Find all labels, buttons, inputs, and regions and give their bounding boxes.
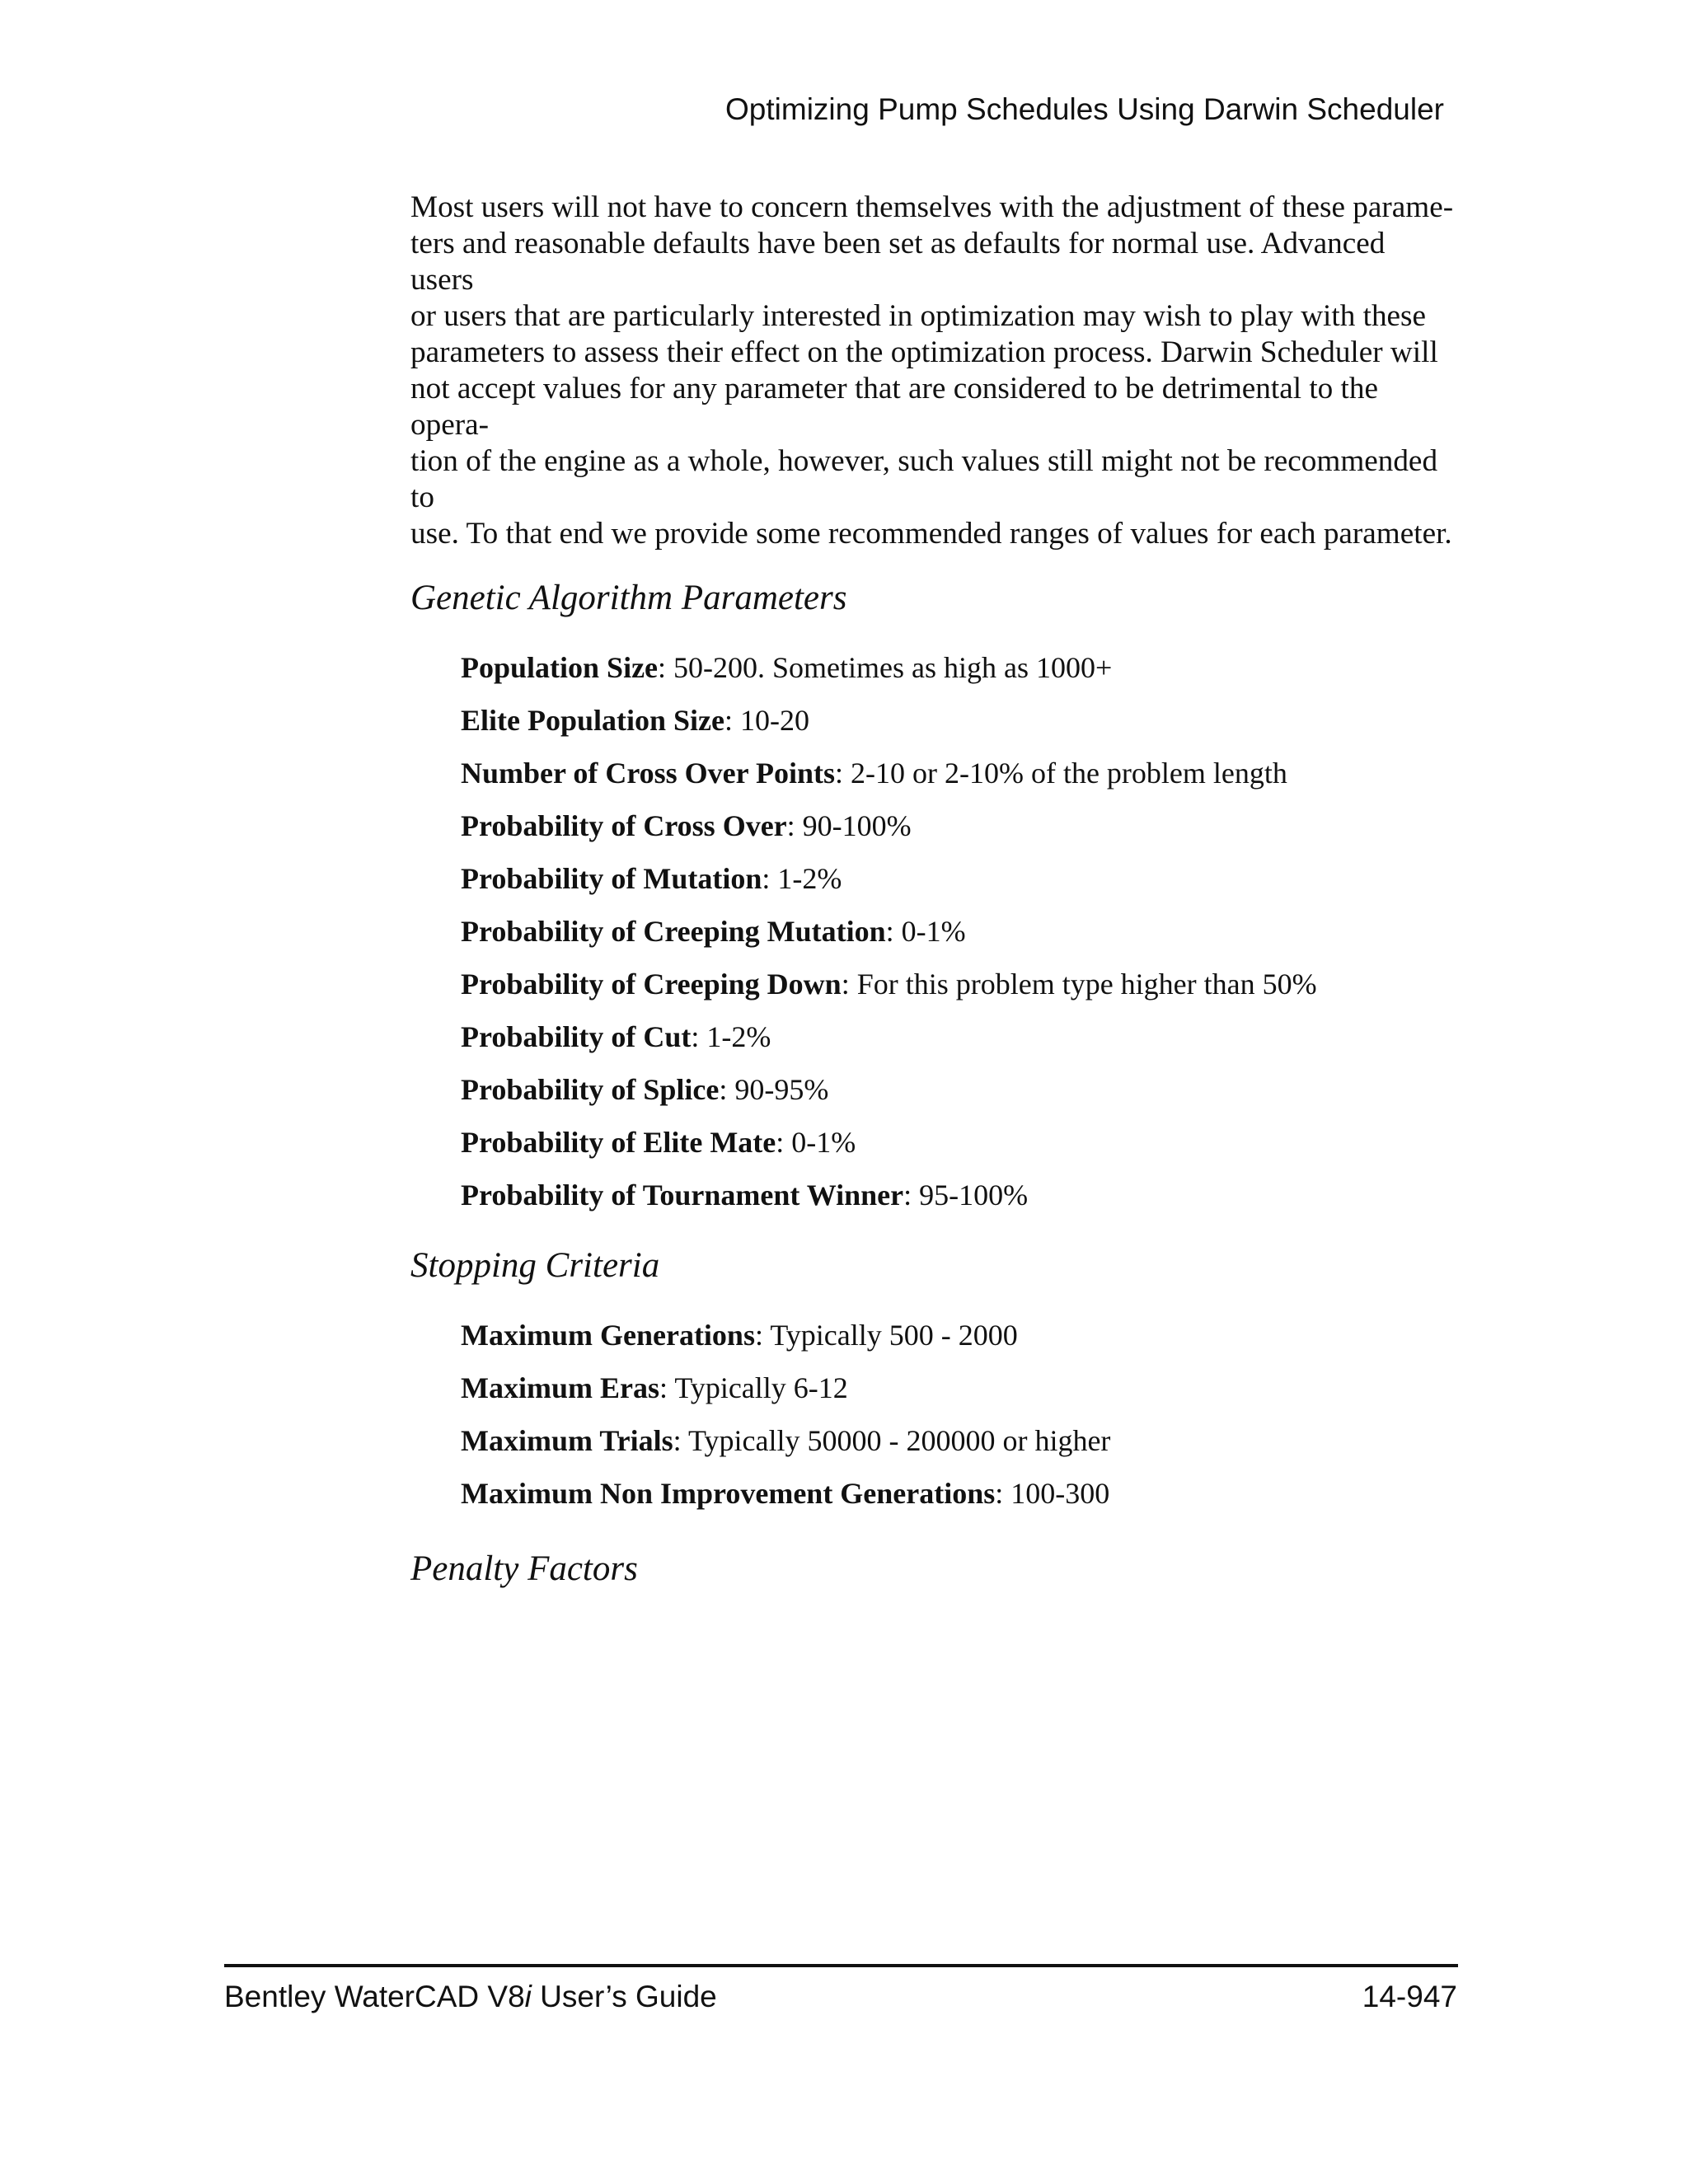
parameter-range: : 0-1% [885,915,966,948]
parameter-item [461,1370,1456,1422]
footer-divider [224,1964,1458,1967]
parameter-name: Elite Population Size [461,704,725,737]
parameter-item [461,966,1456,1019]
parameter-range: : 1-2% [691,1020,771,1053]
footer-title-suffix: User’s Guide [531,1980,717,2013]
parameter-range: : Typically 500 - 2000 [754,1319,1018,1352]
parameter-item [461,649,1456,702]
parameter-name: Probability of Elite Mate [461,1126,776,1159]
parameter-name: Probability of Creeping Down [461,968,842,1001]
parameter-name: Probability of Tournament Winner [461,1179,904,1212]
section-heading-genetic-algorithm: Genetic Algorithm Parameters [410,579,847,617]
parameter-name: Probability of Cross Over [461,809,787,842]
parameter-item [461,1422,1456,1475]
footer-title-italic: i [524,1980,532,2013]
parameter-name: Probability of Creeping Mutation [461,915,886,948]
parameter-name: Maximum Trials [461,1424,673,1457]
parameter-name: Population Size [461,651,659,684]
parameter-range: : 1-2% [762,862,842,895]
parameter-range: : 90-95% [719,1073,829,1106]
intro-paragraph: Most users will not have to concern themselves with the adjustment of these parame- ters and reasonable defaults have been set as defaults for normal use. Advanced users or users that are particularly interested in optimization may wish to play with these parameters to assess their effect on the optimization process. Darwin Scheduler will not accept values for any parameter that are considered to be detrimental to the opera- tion of the engine as a whole, however, such values still might not be recommended to use. To that end we provide some recommended ranges of values for each parameter. [410,190,1454,551]
parameter-range: : 100-300 [995,1477,1110,1510]
section-heading-stopping-criteria: Stopping Criteria [410,1246,660,1285]
parameter-name: Maximum Non Improvement Generations [461,1477,996,1510]
running-header: Optimizing Pump Schedules Using Darwin Scheduler [725,92,1444,126]
parameter-name: Probability of Cut [461,1020,692,1053]
parameter-range: : Typically 50000 - 200000 or higher [673,1424,1111,1457]
page-body [410,190,1456,1591]
parameter-range: : 2-10 or 2-10% of the problem length [835,757,1287,790]
parameter-range: : 50-200. Sometimes as high as 1000+ [658,651,1113,684]
parameter-range: : 10-20 [724,704,810,737]
parameter-name: Probability of Mutation [461,862,762,895]
genetic-algorithm-parameter-list [461,649,1456,1230]
parameter-range: : Typically 6-12 [659,1371,848,1404]
parameter-item [461,1317,1456,1370]
parameter-item [461,702,1456,755]
parameter-range: : 90-100% [786,809,912,842]
parameter-range: : For this problem type higher than 50% [841,968,1317,1001]
footer-title-main: Bentley WaterCAD V8 [224,1980,525,2013]
parameter-name: Probability of Splice [461,1073,720,1106]
parameter-item [461,1124,1456,1177]
parameter-name: Maximum Eras [461,1371,659,1404]
section-heading-penalty-factors: Penalty Factors [410,1549,638,1588]
parameter-name: Number of Cross Over Points [461,757,835,790]
parameter-item [461,1177,1456,1230]
parameter-range: : 0-1% [776,1126,856,1159]
parameter-item [461,860,1456,913]
parameter-item [461,755,1456,808]
parameter-item [461,1071,1456,1124]
parameter-range: : 95-100% [903,1179,1029,1212]
stopping-criteria-list [461,1317,1456,1528]
parameter-item [461,1019,1456,1071]
page-number: 14-947 [1362,1980,1457,2013]
parameter-item [461,913,1456,966]
parameter-name: Maximum Generations [461,1319,755,1352]
parameter-item [461,808,1456,860]
footer-book-title [224,1976,717,2018]
parameter-item [461,1475,1456,1528]
